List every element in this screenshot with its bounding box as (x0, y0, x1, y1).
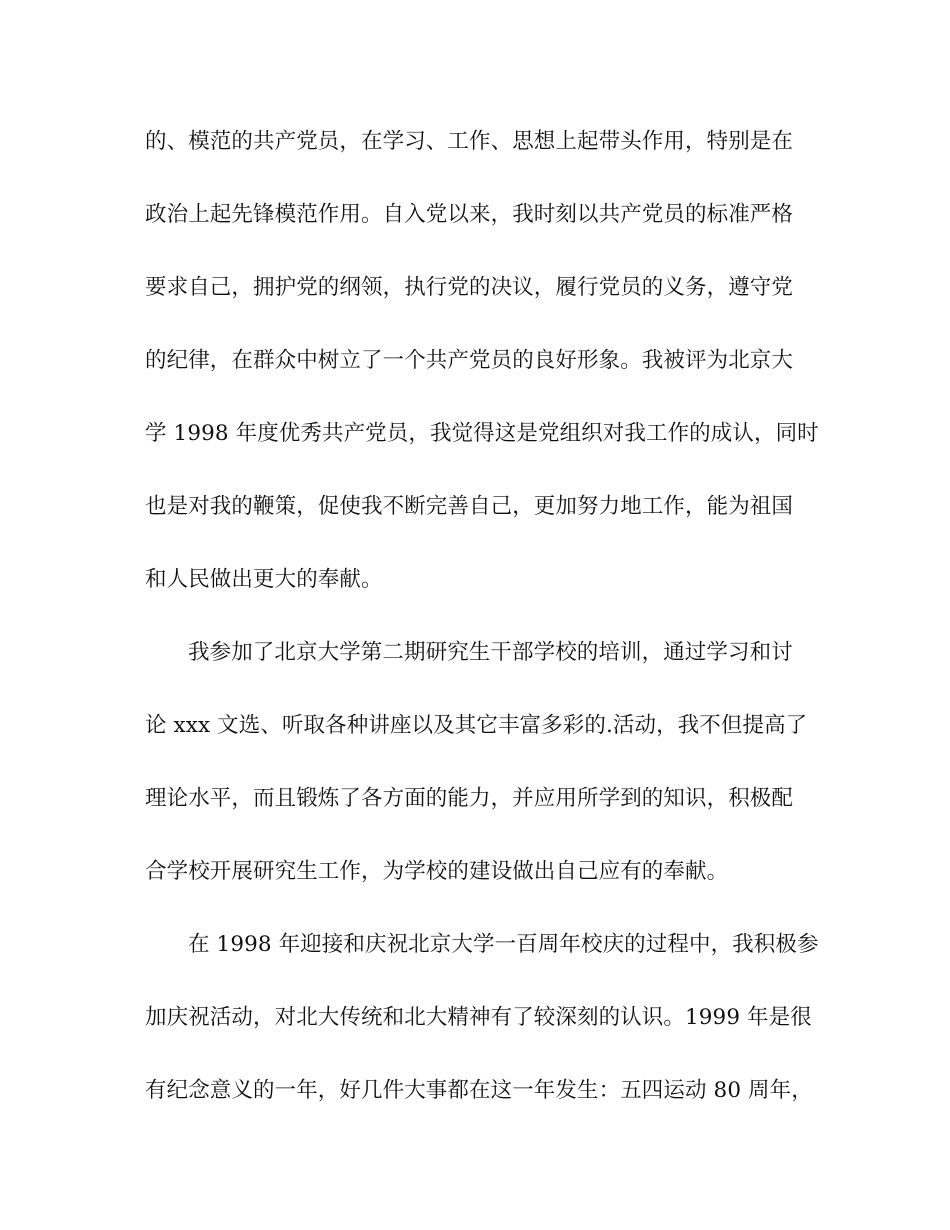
paragraph-line: 在 1998 年迎接和庆祝北京大学一百周年校庆的过程中，我积极参 (188, 932, 819, 957)
paragraph-line: 有纪念意义的一年，好几件大事都在这一年发生：五四运动 80 周年， (145, 1078, 813, 1103)
paragraph-line: 的纪律，在群众中树立了一个共产党员的良好形象。我被评为北京大 (145, 348, 794, 373)
paragraph-line: 的、模范的共产党员，在学习、工作、思想上起带头作用，特别是在 (145, 129, 794, 154)
paragraph-line: 要求自己，拥护党的纲领，执行党的决议，履行党员的义务，遵守党 (145, 275, 794, 300)
paragraph-line: 政治上起先锋模范作用。自入党以来，我时刻以共产党员的标准严格 (145, 202, 794, 227)
paragraph-line: 合学校开展研究生工作，为学校的建设做出自己应有的奉献。 (145, 859, 729, 884)
paragraph-line: 加庆祝活动，对北大传统和北大精神有了较深刻的认识。1999 年是很 (145, 1005, 812, 1030)
paragraph-line: 我参加了北京大学第二期研究生干部学校的培训，通过学习和讨 (188, 640, 793, 665)
paragraph-line: 也是对我的鞭策，促使我不断完善自己，更加努力地工作，能为祖国 (145, 494, 794, 519)
paragraph-line: 和人民做出更大的奉献。 (145, 567, 383, 592)
paragraph-line: 论 xxx 文选、听取各种讲座以及其它丰富多彩的.活动，我不但提高了 (145, 713, 808, 738)
paragraph-line: 学 1998 年度优秀共产党员，我觉得这是党组织对我工作的成认，同时 (145, 421, 819, 446)
paragraph-line: 理论水平，而且锻炼了各方面的能力，并应用所学到的知识，积极配 (145, 786, 794, 811)
